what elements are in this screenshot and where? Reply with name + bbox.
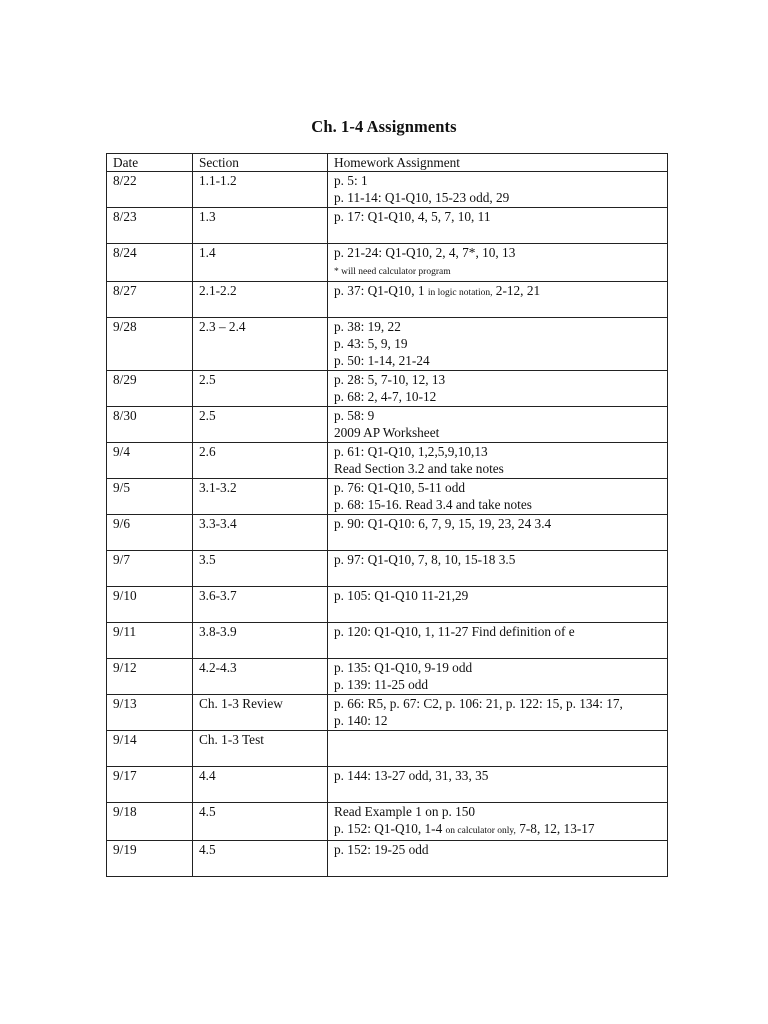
- date-cell: 9/14: [107, 731, 193, 767]
- homework-text: p. 61: Q1-Q10, 1,2,5,9,10,13: [334, 444, 488, 459]
- homework-cell: [328, 731, 668, 767]
- date-cell: 9/4: [107, 443, 193, 479]
- date-cell: 9/28: [107, 318, 193, 371]
- homework-line: [334, 443, 664, 460]
- section-cell: 4.2-4.3: [193, 659, 328, 695]
- homework-text: p. 17: Q1-Q10, 4, 5, 7, 10, 11: [334, 209, 491, 224]
- homework-text: p. 5: 1: [334, 173, 368, 188]
- page-title: Ch. 1-4 Assignments: [311, 117, 457, 136]
- homework-text: p. 50: 1-14, 21-24: [334, 353, 430, 368]
- homework-column-header: Homework Assignment: [328, 154, 668, 172]
- homework-line: [334, 659, 664, 676]
- section-cell: 4.5: [193, 841, 328, 877]
- homework-cell: [328, 282, 668, 318]
- date-cell: 8/23: [107, 208, 193, 244]
- table-row: [107, 244, 668, 282]
- table-row: [107, 623, 668, 659]
- date-cell: 8/29: [107, 371, 193, 407]
- table-row: [107, 767, 668, 803]
- date-cell: 9/10: [107, 587, 193, 623]
- table-row: [107, 318, 668, 371]
- homework-line: [334, 388, 664, 405]
- homework-text: 2-12, 21: [492, 283, 541, 298]
- section-cell: 4.5: [193, 803, 328, 841]
- homework-text: p. 76: Q1-Q10, 5-11 odd: [334, 480, 465, 495]
- homework-line: [334, 712, 664, 729]
- table-row: [107, 371, 668, 407]
- homework-line: [334, 623, 664, 640]
- table-row: [107, 659, 668, 695]
- homework-cell: [328, 695, 668, 731]
- table-row: [107, 443, 668, 479]
- homework-text: 2009 AP Worksheet: [334, 425, 440, 440]
- date-cell: 9/7: [107, 551, 193, 587]
- homework-cell: [328, 623, 668, 659]
- table-row: [107, 841, 668, 877]
- date-cell: 8/30: [107, 407, 193, 443]
- homework-line: [334, 551, 664, 568]
- section-cell: 2.1-2.2: [193, 282, 328, 318]
- date-cell: 8/24: [107, 244, 193, 282]
- homework-cell: [328, 407, 668, 443]
- section-cell: 1.3: [193, 208, 328, 244]
- section-cell: 2.6: [193, 443, 328, 479]
- homework-cell: [328, 244, 668, 282]
- assignments-table: [106, 153, 668, 877]
- date-cell: 9/19: [107, 841, 193, 877]
- homework-line: [334, 244, 664, 261]
- header-row: [107, 154, 668, 172]
- homework-line: [334, 496, 664, 513]
- homework-line: [334, 515, 664, 532]
- homework-note: on calculator only,: [445, 826, 516, 836]
- section-cell: 2.5: [193, 407, 328, 443]
- homework-text: p. 140: 12: [334, 713, 388, 728]
- section-cell: 2.3 – 2.4: [193, 318, 328, 371]
- homework-cell: [328, 841, 668, 877]
- homework-cell: [328, 172, 668, 208]
- date-cell: 9/5: [107, 479, 193, 515]
- section-cell: 1.1-1.2: [193, 172, 328, 208]
- homework-line: [334, 676, 664, 693]
- homework-cell: [328, 515, 668, 551]
- date-cell: 8/27: [107, 282, 193, 318]
- homework-text: p. 105: Q1-Q10 11-21,29: [334, 588, 469, 603]
- homework-line: [334, 424, 664, 441]
- homework-cell: [328, 371, 668, 407]
- homework-line: [334, 695, 664, 712]
- homework-line: [334, 479, 664, 496]
- homework-line: [334, 767, 664, 784]
- homework-cell: [328, 318, 668, 371]
- homework-text: p. 90: Q1-Q10: 6, 7, 9, 15, 19, 23, 24 3.4: [334, 516, 552, 531]
- homework-text: p. 152: 19-25 odd: [334, 842, 429, 857]
- homework-text: p. 97: Q1-Q10, 7, 8, 10, 15-18 3.5: [334, 552, 516, 567]
- homework-line: [334, 407, 664, 424]
- homework-cell: [328, 208, 668, 244]
- date-cell: 9/18: [107, 803, 193, 841]
- homework-text: p. 21-24: Q1-Q10, 2, 4, 7*, 10, 13: [334, 245, 516, 260]
- section-cell: Ch. 1-3 Review: [193, 695, 328, 731]
- homework-note: in logic notation,: [427, 288, 493, 298]
- homework-cell: [328, 767, 668, 803]
- section-cell: 3.6-3.7: [193, 587, 328, 623]
- section-column-header: Section: [193, 154, 328, 172]
- homework-note: * will need calculator program: [334, 267, 451, 277]
- homework-cell: [328, 551, 668, 587]
- homework-line: [334, 371, 664, 388]
- table-row: [107, 731, 668, 767]
- homework-text: p. 68: 2, 4-7, 10-12: [334, 389, 437, 404]
- homework-cell: [328, 659, 668, 695]
- homework-cell: [328, 443, 668, 479]
- homework-text: p. 139: 11-25 odd: [334, 677, 429, 692]
- date-cell: 8/22: [107, 172, 193, 208]
- section-cell: 3.1-3.2: [193, 479, 328, 515]
- date-cell: 9/12: [107, 659, 193, 695]
- homework-text: p. 37: Q1-Q10, 1: [334, 283, 428, 298]
- section-cell: 3.8-3.9: [193, 623, 328, 659]
- homework-text: p. 135: Q1-Q10, 9-19 odd: [334, 660, 473, 675]
- homework-line: [334, 172, 664, 189]
- table-row: [107, 282, 668, 318]
- homework-text: p. 144: 13-27 odd, 31, 33, 35: [334, 768, 489, 783]
- section-cell: 2.5: [193, 371, 328, 407]
- table-row: [107, 407, 668, 443]
- homework-text: p. 28: 5, 7-10, 12, 13: [334, 372, 446, 387]
- section-cell: 3.5: [193, 551, 328, 587]
- homework-line: [334, 803, 664, 820]
- date-cell: 9/11: [107, 623, 193, 659]
- homework-line: [334, 208, 664, 225]
- table-row: [107, 587, 668, 623]
- table-row: [107, 695, 668, 731]
- section-cell: 3.3-3.4: [193, 515, 328, 551]
- homework-line: [334, 318, 664, 335]
- table-row: [107, 208, 668, 244]
- homework-text: p. 11-14: Q1-Q10, 15-23 odd, 29: [334, 190, 510, 205]
- table-row: [107, 172, 668, 208]
- homework-line: [334, 820, 664, 840]
- homework-cell: [328, 587, 668, 623]
- table-row: [107, 479, 668, 515]
- table-row: [107, 551, 668, 587]
- date-cell: 9/6: [107, 515, 193, 551]
- homework-line: [334, 335, 664, 352]
- homework-line: [334, 460, 664, 477]
- homework-text: p. 68: 15-16. Read 3.4 and take notes: [334, 497, 532, 512]
- homework-text: 7-8, 12, 13-17: [515, 821, 595, 836]
- homework-text: p. 38: 19, 22: [334, 319, 401, 334]
- date-cell: 9/17: [107, 767, 193, 803]
- homework-line: [334, 352, 664, 369]
- table-body: [107, 172, 668, 877]
- homework-text: Read Example 1 on p. 150: [334, 804, 476, 819]
- homework-cell: [328, 803, 668, 841]
- table-row: [107, 803, 668, 841]
- homework-line: [334, 261, 664, 281]
- homework-line: [334, 189, 664, 206]
- table-row: [107, 515, 668, 551]
- section-cell: Ch. 1-3 Test: [193, 731, 328, 767]
- homework-text: p. 66: R5, p. 67: C2, p. 106: 21, p. 122: 15, p. 134: 17,: [334, 696, 623, 711]
- date-cell: 9/13: [107, 695, 193, 731]
- homework-text: p. 120: Q1-Q10, 1, 11-27 Find definition of e: [334, 624, 575, 639]
- date-column-header: Date: [107, 154, 193, 172]
- homework-text: Read Section 3.2 and take notes: [334, 461, 504, 476]
- homework-text: p. 58: 9: [334, 408, 375, 423]
- homework-line: [334, 282, 664, 302]
- section-cell: 4.4: [193, 767, 328, 803]
- homework-line: [334, 841, 664, 858]
- homework-line: [334, 587, 664, 604]
- homework-text: p. 43: 5, 9, 19: [334, 336, 408, 351]
- homework-text: p. 152: Q1-Q10, 1-4: [334, 821, 446, 836]
- homework-cell: [328, 479, 668, 515]
- section-cell: 1.4: [193, 244, 328, 282]
